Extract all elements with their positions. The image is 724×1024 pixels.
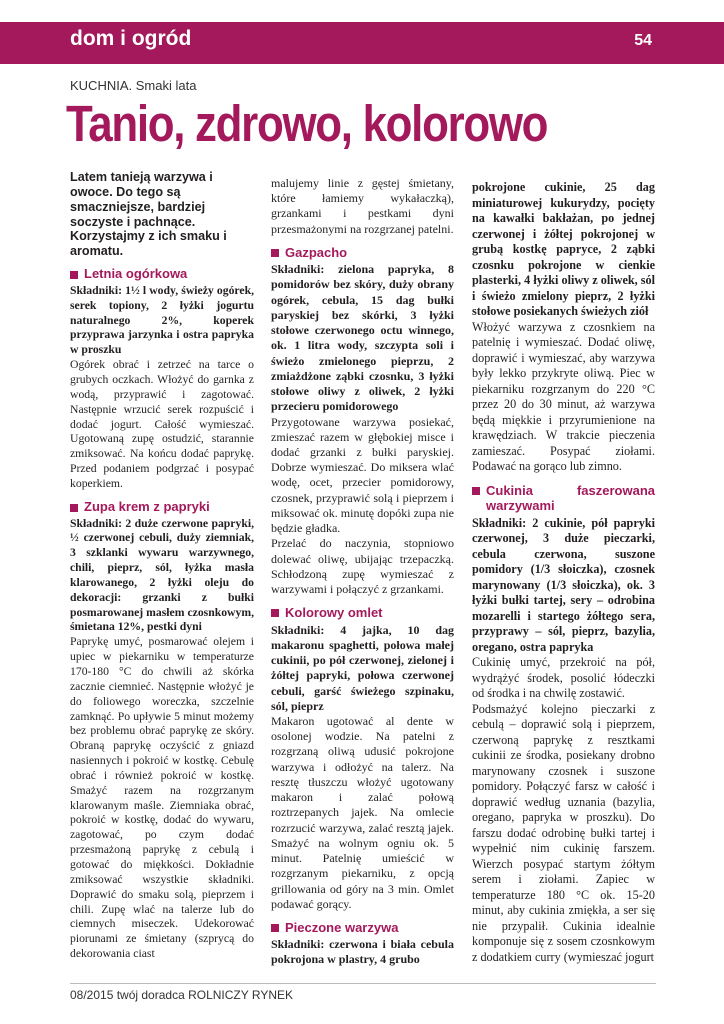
recipe-ingredients: Składniki: 1½ l wody, świeży ogórek, serek topiony, 2 łyżki jogurtu naturalnego 2%, koperek przyprawa jarzynka i ostra papryka w proszku <box>70 283 254 357</box>
recipe-ingredients-continued: pokrojone cukinie, 25 dag miniaturowej kukurydzy, pocięty na kawałki bakłażan, po jednej czerwonej i żółtej pokrojonej w grubą kostkę papryce, 2 ząbki czosnku pokrojone w cienkie plasterki, 4 łyżki oliwy z oliwek, sól i świeżo zmielony pieprz, 2 łyżki stołowe posiekanych świeżych ziół <box>472 180 655 318</box>
recipe-text: Przelać do naczynia, stopniowo dolewać oliwę, ubijając trzepaczką. Schłodzoną zupę wymieszać z warzywami i połączyć z grzankami. <box>271 536 454 597</box>
square-bullet-icon <box>271 249 279 257</box>
article-title: Tanio, zdrowo, kolorowo <box>66 95 548 152</box>
recipe-ingredients: Składniki: czerwona i biała cebula pokrojona w plastry, 4 grubo <box>271 937 454 967</box>
square-bullet-icon <box>70 504 78 512</box>
recipe-text: Makaron ugotować al dente w osolonej wodzie. Na patelni z rozgrzaną oliwą udusić pokrojone warzywa i odłożyć na talerz. Na resztę tłuszczu włożyć ugotowany makaron i zalać połową roztrzepanych jajek. Na omlecie rozrzucić warzywa, zalać resztą jajek. Smażyć na wolnym ogniu ok. 5 minut. Patelnię umieścić w rozgrzanym piekarniku, z opcją grillowania od góry na 3 min. Omlet podawać gorący. <box>271 713 454 911</box>
section-header <box>0 22 724 64</box>
recipe-ingredients: Składniki: 2 duże czerwone papryki, ½ czerwonej cebuli, duży ziemniak, 3 szklanki wywaru warzywnego, chili, pieprz, sól, łyżka masła klarowanego, 2 łyżki oleju do dekoracji: grzanki z bułki posmarowanej masłem czosnkowym, śmietana 12%, pestki dyni <box>70 516 254 634</box>
recipe-title: Letnia ogórkowa <box>70 267 254 282</box>
recipe-title: Gazpacho <box>271 245 454 260</box>
page-number: 54 <box>634 32 652 49</box>
recipe-text-continued: malujemy linie z gęstej śmietany, które łamiemy wykałaczką), grzankami i pestkami dyni przesmażonymi na rozgrzanej patelni. <box>271 176 454 236</box>
column-3 <box>472 180 655 965</box>
recipe-ingredients: Składniki: 4 jajka, 10 dag makaronu spaghetti, połowa małej cukinii, po pół czerwonej, zielonej i żółtej papryki, połowa czerwonej cebuli, garść świeżego szpinaku, sól, pieprz <box>271 622 454 713</box>
column-1 <box>70 170 254 962</box>
recipe-title: Kolorowy omlet <box>271 605 454 620</box>
column-2 <box>271 176 454 968</box>
recipe-text: Podsmażyć kolejno pieczarki z cebulą – doprawić solą i pieprzem, czerwoną paprykę z resztkami cukinii ze środka, posiekany drobno marynowany czosnek i suszone pomidory. Połączyć farsz w całość i doprawić według uznania (bazylia, oregano, papryka w proszku). Do farszu dodać odrobinę bułki tartej i wypełnić nim cukinię farszem. Wierzch posypać startym żółtym serem i ziołami. Zapiec w temperaturze 180 °C ok. 15-20 minut, aby cukinia zmiękła, a ser się nie przypalił. Cukinia idealnie komponuje się z sosem czosnkowym z dodatkiem curry (wymieszać jogurt <box>472 701 655 964</box>
footer: 08/2015 twój doradca ROLNICZY RYNEK <box>70 988 294 1002</box>
recipe-title: Pieczone warzywa <box>271 920 454 935</box>
recipe-text: Cukinię umyć, przekroić na pół, wydrążyć środek, posolić łódeczki od środka i na chwilę zostawić. <box>472 655 655 700</box>
recipe-ingredients: Składniki: 2 cukinie, pół papryki czerwonej, 3 duże pieczarki, cebula czerwona, suszone pomidory (1/3 słoiczka), czosnek marynowany (1/3 słoiczka), ok. 3 łyżki bułki tartej, sery – odrobina mozarelli i startego żółtego sera, przyprawy – sól, pieprz, bazylia, oregano, ostra papryka <box>472 515 655 654</box>
recipe-text: Przygotowane warzywa posiekać, zmieszać razem w głębokiej misce i dodać grzanki z bułki paryskiej. Dobrze wymieszać. Do miksera wlać wodę, ocet, przecier pomidorowy, czosnek, przyprawić solą i pieprzem i miksować ok. minutę dopóki zupa nie będzie gładka. <box>271 414 454 536</box>
recipe-text: Ogórek obrać i zetrzeć na tarce o grubych oczkach. Włożyć do garnka z wodą, przyprawić i zagotować. Następnie wrzucić serek rozpuścić i dodać jogurt. Całość wymieszać. Ugotowaną zupę ostudzić, starannie zmiksować. Na końcu dodać paprykę. Przed podaniem podgrzać i posypać koperkiem. <box>70 358 254 490</box>
footer-divider <box>70 983 656 984</box>
square-bullet-icon <box>70 271 78 279</box>
section-name: dom i ogród <box>70 27 192 50</box>
lead-paragraph: Latem tanieją warzywa i owoce. Do tego są smaczniejsze, bardziej soczyste i pachnące. Korzystajmy z ich smaku i aromatu. <box>70 170 227 259</box>
recipe-ingredients: Składniki: zielona papryka, 8 pomidorów bez skóry, duży obrany ogórek, cebula, 15 dag bułki paryskiej bez skórki, 3 łyżki stołowe czerwonego octu winnego, ok. 1 litra wody, szczypta soli i świeżo zmielonego pieprzu, 2 zmiażdżone ząbki czosnku, 3 łyżki stołowe oliwy z oliwek, 2 łyżki przecieru pomidorowego <box>271 262 454 414</box>
recipe-title: Zupa krem z papryki <box>70 500 254 515</box>
square-bullet-icon <box>472 487 480 495</box>
recipe-title: Cukinia faszerowana warzywami <box>472 483 655 514</box>
square-bullet-icon <box>271 609 279 617</box>
square-bullet-icon <box>271 924 279 932</box>
recipe-text: Paprykę umyć, posmarować olejem i upiec w piekarniku w temperaturze 170-180 °C do chwili aż skórka zacznie ciemnieć. Następnie włożyć je do foliowego woreczka, szczelnie zamknąć. Po upływie 5 minut możemy bez problemu obrać paprykę ze skóry. Obraną paprykę oczyścić z gniazd nasiennych i pokroić w kostkę. Cebulę obrać i również pokroić w kostkę. Smażyć razem na rozgrzanym klarowanym maśle. Ziemniaka obrać, pokroić w kostkę, dodać do wywaru, zagotować, po czym dodać przesmażoną paprykę z cebulą i gotować do miękkości. Dokładnie zmiksować wszystkie składniki. Doprawić do smaku solą, pieprzem i chili. Zupę wlać na talerze lub do ciemnych miseczek. Udekorować piorunami ze śmietany (szprycą do dekorowania ciast <box>70 635 254 961</box>
recipe-text: Włożyć warzywa z czosnkiem na patelnię i wymieszać. Dodać oliwę, doprawić i wymieszać, aby warzywa były lekko przykryte oliwą. Piec w piekarniku rozgrzanym do 220 °C przez 20 do 30 minut, aż warzywa będą miękkie i przyrumienione na krawędziach. W trakcie pieczenia zamieszać. Posypać ziołami. Podawać na gorąco lub zimno. <box>472 319 655 473</box>
kicker: KUCHNIA. Smaki lata <box>70 78 197 93</box>
